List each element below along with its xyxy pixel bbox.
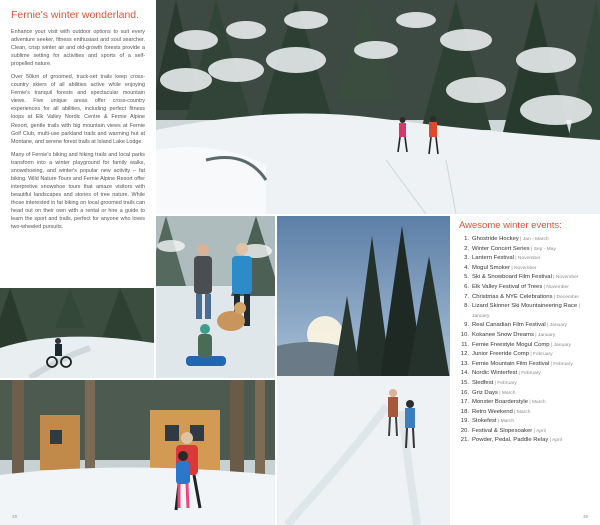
event-date: April [535, 428, 546, 434]
event-separator: | [496, 419, 501, 425]
event-number: 13. [460, 360, 469, 367]
event-name: Lantern Festival [472, 255, 514, 262]
event-number: 9. [464, 322, 469, 329]
event-name: Real Canadian Film Festival [472, 322, 546, 329]
event-separator: | [497, 390, 502, 396]
event-separator: | [509, 265, 514, 271]
event-number: 15. [460, 379, 469, 386]
event-name: Fernie Freestyle Mogul Comp [472, 341, 550, 348]
event-item [452, 350, 598, 360]
event-name: Powder, Pedal, Paddle Relay [472, 437, 549, 444]
event-item [452, 293, 598, 303]
event-text [472, 273, 598, 283]
event-item [452, 341, 598, 351]
event-item [452, 245, 598, 255]
photo-family-cabin [0, 380, 275, 525]
event-separator: | [527, 400, 532, 406]
event-text [472, 293, 598, 303]
event-item [452, 302, 598, 321]
event-item [452, 273, 598, 283]
event-number: 16. [460, 389, 469, 396]
event-item [452, 264, 598, 274]
event-item [452, 369, 598, 379]
photo-xc-skiers [156, 0, 600, 214]
event-separator: | [552, 294, 557, 300]
event-text [472, 360, 598, 370]
event-date: April [552, 438, 562, 444]
event-date: March [531, 400, 546, 406]
event-number: 18. [460, 408, 469, 415]
event-name: Ghostride Hockey [472, 236, 519, 242]
event-text [472, 283, 598, 293]
event-separator: | [551, 275, 556, 281]
event-date: March [501, 390, 516, 396]
event-date: February [521, 371, 541, 377]
event-number: 10. [460, 331, 469, 338]
event-date: January [553, 342, 571, 348]
event-separator: | [517, 371, 522, 377]
event-date: February [553, 361, 573, 367]
event-separator: | [518, 237, 523, 242]
event-item [452, 427, 598, 437]
event-number: 14. [460, 370, 469, 377]
events-heading: Awesome winter events: [459, 220, 562, 231]
event-number: 4. [464, 264, 469, 271]
photo-fat-biker [0, 288, 154, 378]
event-text [472, 389, 598, 399]
event-date: December [556, 294, 580, 300]
event-name: Christmas & NYE Celebrations [472, 293, 553, 300]
event-name: Monster Boarderstyle [472, 399, 528, 406]
event-name: Winter Concert Series [472, 245, 530, 252]
event-date: January [537, 332, 556, 338]
page-title: Fernie's winter wonderland. [11, 9, 140, 21]
event-number: 11. [461, 341, 469, 348]
event-separator: | [549, 361, 554, 367]
event-separator: | [542, 284, 547, 290]
event-name: Nordic Winterfest [472, 370, 518, 377]
event-item [452, 379, 598, 389]
event-date: November [513, 265, 537, 271]
event-separator: | [548, 438, 553, 444]
event-item [452, 417, 598, 427]
event-text [472, 302, 598, 321]
event-date: March [516, 409, 531, 415]
event-date: November [517, 256, 541, 262]
event-number: 5. [464, 274, 469, 281]
event-date: February [532, 352, 553, 358]
event-number: 1. [464, 236, 469, 242]
event-separator: | [545, 323, 550, 329]
event-text [472, 408, 598, 418]
event-name: Festival & Slopesoaker [472, 427, 533, 434]
event-date: Jan - March [522, 237, 549, 242]
events-panel [452, 220, 598, 515]
event-name: Ski & Snowboard Film Festival [472, 274, 552, 281]
event-separator: | [528, 352, 533, 358]
event-number: 8. [464, 303, 469, 310]
event-text [472, 417, 598, 427]
event-separator: | [577, 304, 580, 310]
event-name: Kokanee Snow Dreams [472, 331, 534, 338]
event-date: November [555, 275, 579, 281]
event-date: November [546, 284, 569, 290]
event-text [472, 427, 598, 437]
event-item [452, 398, 598, 408]
event-name: Stokefest [472, 418, 497, 425]
intro-paragraph-2: Over 50km of groomed, track-set trails keep cross-country skiers of all abilities active while enjoying Fernie's tranquil forests and spectacular mountain views. Five unique areas offer cross-country experiences for all abilities, including perfect fitness loops at Elk Valley Nordic Centre & Fernie Alpine Resort, gentle trails with big mountain views at Fernie Golf Club, multi-use parkland trails and warming hut at Montane, and serene forest trails at Island Lake Lodge. [11, 74, 145, 145]
event-text [472, 331, 598, 341]
event-item [452, 389, 598, 399]
events-list [452, 235, 598, 446]
intro-paragraph-1: Enhance your visit with outdoor options to suit every adventure seeker, fitness enthusiast and soul searcher. Clean, crisp winter air and old-growth forests provide a sublime setting for activities and sports of a self-propelled nature. [11, 29, 145, 68]
event-text [472, 369, 598, 379]
event-name: Junior Freeride Comp [472, 351, 529, 358]
event-name: Elk Valley Festival of Trees [472, 283, 543, 290]
intro-paragraph-3: Many of Fernie's biking and hiking trails and local parks transform into a winter playground for family walks, snowshoeing, and winter's popular new activity – fat biking. Wild Nature Tours and Fernie Alpine Resort offer interpretive snowshoe tours that amaze visitors with beautiful landscapes and stories of tree nature. While those interested in fat biking on local groomed trails can head out on their own with a rental or hire a guide to learn the sport and trails, perfect for anyone who loves two-wheeled pursuits. [11, 151, 145, 231]
event-item [452, 360, 598, 370]
event-separator: | [512, 409, 517, 415]
event-text [472, 379, 598, 389]
event-name: Mogul Smoker [472, 264, 510, 271]
event-item [452, 436, 598, 446]
event-date: March [500, 419, 515, 425]
event-number: 17. [460, 399, 469, 406]
event-item [452, 331, 598, 341]
event-date: Sep - May [533, 246, 556, 252]
event-item [452, 235, 598, 245]
event-item [452, 408, 598, 418]
event-item [452, 254, 598, 264]
event-item [452, 283, 598, 293]
event-separator: | [529, 246, 534, 252]
event-number: 20. [460, 427, 469, 434]
event-text [472, 398, 598, 408]
event-text [472, 436, 598, 446]
event-separator: | [532, 428, 536, 434]
event-text [472, 235, 598, 245]
event-number: 21. [460, 437, 469, 444]
event-text [472, 264, 598, 274]
event-text [472, 341, 598, 351]
event-date: February [497, 380, 517, 386]
event-text [472, 254, 598, 264]
event-number: 6. [464, 283, 469, 290]
event-number: 19. [460, 418, 469, 425]
event-separator: | [493, 380, 498, 386]
event-text [472, 245, 598, 255]
event-text [472, 321, 598, 331]
page-number-left: 38 [12, 514, 18, 519]
photo-snowshoers-sunrise [277, 216, 450, 525]
event-number: 12. [460, 351, 469, 358]
event-text [472, 350, 598, 360]
event-name: Lizard Skinner Ski Mountaineering Race [472, 303, 578, 310]
event-item [452, 321, 598, 331]
event-separator: | [513, 256, 518, 262]
event-name: Sledfest [472, 379, 494, 386]
event-separator: | [533, 332, 538, 338]
intro-column [0, 0, 154, 285]
event-number: 2. [464, 245, 469, 252]
event-separator: | [549, 342, 554, 348]
event-name: Fernie Mountain Film Festival [472, 360, 550, 367]
page-number-right: 39 [582, 514, 588, 519]
event-date: January [549, 323, 568, 329]
event-number: 3. [464, 255, 469, 262]
event-name: Retro Weekend [472, 408, 513, 415]
event-number: 7. [464, 293, 469, 300]
event-name: Griz Days [472, 389, 498, 396]
photo-family-dog-sled [156, 216, 275, 378]
event-date: January [472, 313, 490, 319]
